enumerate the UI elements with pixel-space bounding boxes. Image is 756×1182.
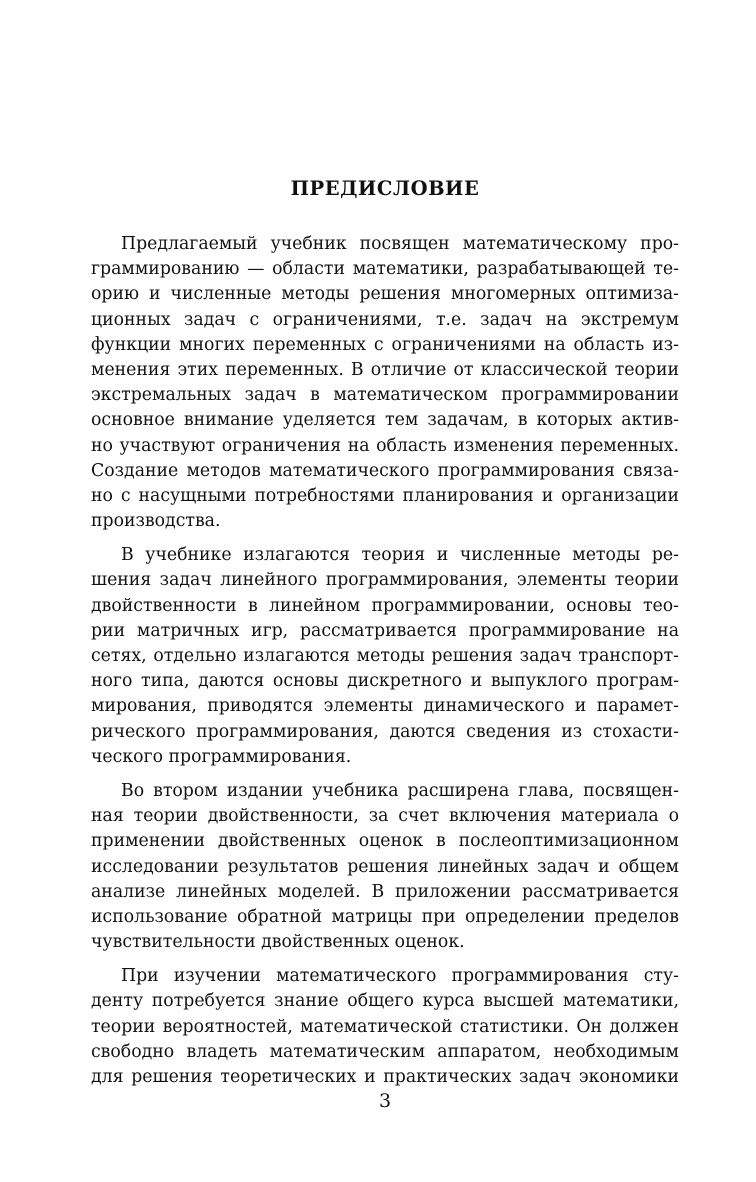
text-line: сетях, отдельно излагаются методы решения задач транспорт-	[91, 646, 679, 666]
text-line: функции многих переменных с ограничениями на область из-	[91, 334, 679, 355]
text-line: для решения теоретических и практических задач экономики	[91, 1067, 679, 1087]
text-line: свободно владеть математическим аппаратом, необходимым	[91, 1041, 679, 1062]
text-line: граммированию — области математики, разрабатывающей те-	[91, 259, 679, 280]
text-line: рии матричных игр, рассматривается программирование на	[91, 620, 679, 641]
text-line: исследовании результатов решения линейных задач и общем	[91, 856, 679, 877]
text-line: применении двойственных оценок в послеоптимизационном	[91, 831, 679, 852]
text-line: мирования, приводятся элементы динамического и парамет-	[91, 696, 679, 717]
text-line: шения задач линейного программирования, элементы теории	[91, 570, 679, 591]
text-line: анализе линейных моделей. В приложении рассматривается	[91, 881, 679, 902]
text-line: основное внимание уделяется тем задачам, в которых актив-	[91, 410, 679, 431]
text-line: Создание методов математического программирования связа-	[91, 460, 679, 481]
text-line: При изучении математического программирования сту-	[121, 966, 679, 987]
text-line: рического программирования, даются сведения из стохасти-	[91, 721, 679, 742]
text-line: орию и численные методы решения многомерных оптимиза-	[91, 284, 679, 305]
text-line: но с насущными потребностями планирования и организации	[91, 485, 679, 506]
text-line: ционных задач с ограничениями, т.е. задач на экстремум	[91, 309, 679, 330]
book-page	[91, 0, 679, 1182]
text-line: Во втором издании учебника расширена глава, посвящен-	[121, 780, 679, 801]
text-line: использование обратной матрицы при определении пределов	[91, 906, 679, 927]
paragraph-4	[91, 964, 679, 1090]
preface-text	[91, 232, 679, 1099]
text-line: денту потребуется знание общего курса высшей математики,	[91, 991, 679, 1012]
text-line: двойственности в линейном программировании, основы тео-	[91, 595, 679, 616]
text-line: ного типа, даются основы дискретного и выпуклого програм-	[91, 671, 679, 692]
text-line: производства.	[91, 511, 221, 532]
paragraph-3	[91, 779, 679, 955]
page-number: 3	[378, 1090, 392, 1112]
text-line: экстремальных задач в математическом программировании	[91, 385, 679, 406]
paragraph-1	[91, 232, 679, 534]
page-title: ПРЕДИСЛОВИЕ	[290, 177, 480, 200]
text-line: В учебнике излагаются теория и численные методы ре-	[121, 545, 679, 566]
text-line: теории вероятностей, математической статистики. Он должен	[91, 1016, 679, 1037]
text-line: ная теории двойственности, за счет включения материала о	[91, 806, 679, 827]
text-line: но участвуют ограничения на область изменения переменных.	[91, 435, 679, 456]
paragraph-2	[91, 543, 679, 770]
text-line: Предлагаемый учебник посвящен математическому про-	[121, 234, 679, 254]
text-line: менения этих переменных. В отличие от классической теории	[91, 359, 679, 380]
text-line: ческого программирования.	[91, 746, 352, 767]
text-line: чувствительности двойственных оценок.	[91, 932, 465, 953]
